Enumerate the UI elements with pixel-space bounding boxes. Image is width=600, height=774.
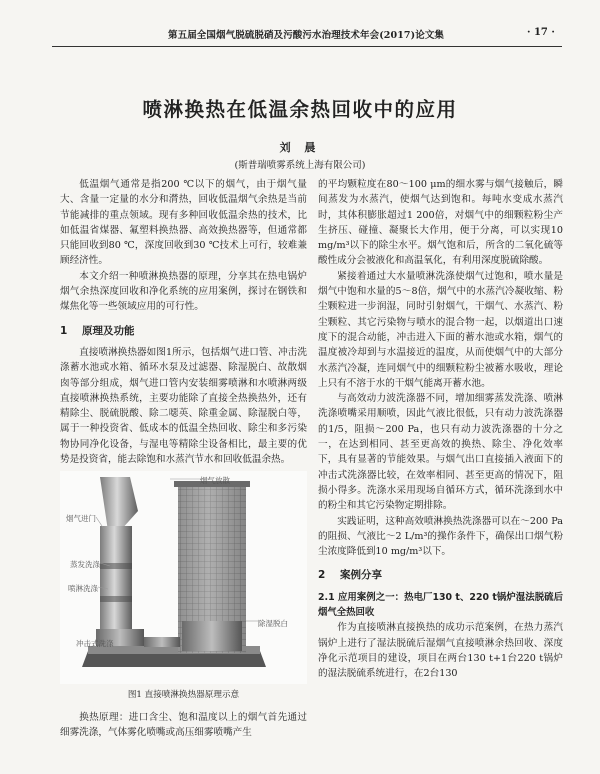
label-flue-outlet: 烟气放散 bbox=[200, 476, 230, 486]
intro-paragraph-2: 本文介绍一种喷淋换热器的原理，分享其在热电锅炉烟气余热深度回收和净化系统的应用案例，探讨在钢铁和煤焦化等一些领域应用的可行性。 bbox=[60, 270, 307, 313]
figure-1-diagram bbox=[60, 471, 307, 684]
affiliation: (斯普瑞喷雾系统上海有限公司) bbox=[234, 160, 366, 171]
spray-heat-exchanger-illustration bbox=[60, 471, 307, 684]
right-column bbox=[318, 177, 563, 682]
right-paragraph-4: 实践证明，这种高效喷淋换热洗涤器可以在～200 Pa的阻损、气液比～2 L/m³的操作条件下，确保出口烟气粉尘浓度降低到10 mg/m³以下。 bbox=[318, 515, 563, 558]
running-header: 第五届全国烟气脱硫脱硝及污酸污水治理技术年会(2017)论文集 bbox=[168, 30, 445, 41]
right-paragraph-3: 与高效动力波洗涤器不同，增加细雾蒸发洗涤、喷淋洗涤喷嘴采用顺喷，因此气液比很低，只有动力波洗涤器的1/5，阻损～200 Pa，也只有动力波洗涤器的十分之一，在达到相同、甚至更高效的换热、除尘、净化效率下，具有显著的节能效果。与烟气出口直接插入液面下的冲击式洗涤器比较，在效率相同、甚至更高的情况下，阻损小得多。洗涤水采用现场自循环方式，循环洗涤到水中的粉尘和其它污染物定期排除。 bbox=[318, 393, 563, 512]
section-1-title: 原理及功能 bbox=[82, 324, 135, 337]
header-rule bbox=[52, 46, 562, 47]
section-2-title: 案例分享 bbox=[340, 569, 382, 582]
left-column bbox=[60, 177, 307, 740]
paper-title: 喷淋换热在低温余热回收中的应用 bbox=[142, 98, 458, 121]
label-impact-wash: 冲击式洗涤 bbox=[76, 639, 114, 649]
label-flue-inlet: 烟气进门 bbox=[66, 514, 96, 524]
section-1-paragraph-2: 换热原理：进口含尘、饱和温度以上的烟气首先通过细雾洗涤，气体雾化喷嘴或高压细雾喷嘴产生 bbox=[60, 711, 307, 738]
author: 刘 晨 bbox=[279, 141, 321, 154]
spray-column bbox=[100, 526, 132, 636]
intro-paragraph-1: 低温烟气通常是指200 ℃以下的烟气，由于烟气量大、含量一定量的水分和潸热，回收低温烟气余热是当前节能减排的重点领域。现有多种回收低温余热的技术，比如低温省煤器、氟塑料换热器、高效换热器等，但通常都只能回收到80 ℃，深度回收到30 ℃技术上可行，较难兼顾经济性。 bbox=[60, 179, 307, 267]
label-spray-wash: 喷淋洗涤 bbox=[68, 584, 98, 594]
section-2-number: 2 bbox=[318, 569, 326, 582]
connecting-pipe bbox=[144, 637, 180, 647]
section-1-paragraph-1: 直接喷淋换热器如图1所示，包括烟气进口管、冲击洗涤蓄水池或水箱、循环水泵及过滤器、除湿脱白、故散烟囱等部分组成，烟气进口管内安装细雾喷淋和水喷淋两级直接喷淋换热系统，主要功能除了直接全热换热外，还有精除尘、脱硫脱酸、除二噁英、除重金属、除湿脱白等，属于一种投资省、低成本的低温全热回收、除尘和多污染物协同净化设备，与湿电等精除尘设备相比，最主要的优势是投资省，能去除饱和水蒸汽节水和回收低温余热。 bbox=[60, 346, 307, 466]
section-1-number: 1 bbox=[60, 324, 68, 337]
right-paragraph-5: 作为直接喷淋直接换热的成功示范案例，在热力蒸汽锅炉上进行了湿法脱硫后湿烟气直接喷淋余热回收、深度净化示范项目的建设，项目在两台130 t+1台220 t锅炉的湿法脱硫系统进行，在2台130 bbox=[318, 622, 563, 680]
label-dehumidify: 除湿脱白 bbox=[258, 619, 288, 629]
page-number: · 17 · bbox=[527, 27, 555, 38]
right-paragraph-1: 的平均颗粒度在80～100 μm的细水雾与烟气接触后，瞬间蒸发为水蒸汽，使烟气达到饱和。每吨水变成水蒸汽时，其体积膨胀超过1 200倍，对烟气中的细颗粒粉尘产生挤压、碰撞、凝聚长大作用，便于分离，可以实现10 mg/m³以下的除尘水平。烟气饱和后，所含的二氧化硫等酸性成分会被液化和高温氧化，有利用深度脱硫除酸。 bbox=[318, 179, 563, 267]
section-1-heading bbox=[60, 324, 307, 339]
label-evaporative-wash: 蒸发洗涤 bbox=[70, 560, 100, 570]
subsection-2-1-heading: 2.1 应用案例之一：热电厂130 t、220 t锅炉湿法脱硫后烟气全热回收 bbox=[318, 591, 563, 619]
figure-1-caption: 图1 直接喷淋换热器原理示意 bbox=[127, 690, 240, 701]
right-paragraph-2: 紧接着通过大水量喷淋洗涤使烟气过饱和，喷水量是烟气中饱和水量的5～8倍，烟气中的水蒸汽冷凝收缩、粉尘颗粒进一步润湿，同时引射烟气，干烟气、水蒸汽、粉尘颗粒、其它污染物与喷水的混合物一起，以烟道出口速度下的混合动能，冲击进入下面的蓄水池或水箱，烟气的温度被冷却到与水温接近的温度，从而使烟气中的大部分水蒸汽冷凝，连同烟气中的细颗粒粉尘被蓄水吸收，理论上只有不溶于水的干烟气能离开蓄水池。 bbox=[318, 270, 563, 389]
section-2-heading bbox=[318, 568, 563, 583]
